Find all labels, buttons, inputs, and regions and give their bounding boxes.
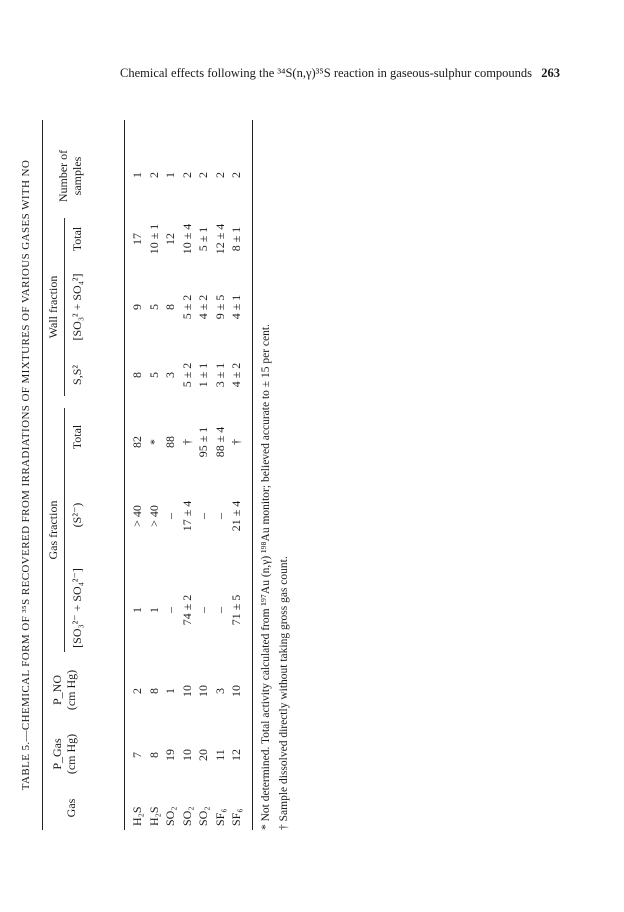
header-wall-s: S,S² <box>70 365 84 385</box>
table-cell-p-no: 10 <box>229 685 243 697</box>
table-cell-n: 1 <box>130 172 144 178</box>
table-cell-gas: SO₂ <box>196 806 210 826</box>
rotated-table <box>20 120 420 830</box>
table-cell-p-no: 8 <box>146 688 161 694</box>
table-cell-g-s: – <box>212 513 227 519</box>
table-cell-gas: H₂S <box>130 806 144 826</box>
table-cell-g-total: 95 ± 1 <box>196 426 210 458</box>
header-p-no <box>50 658 78 722</box>
table-cell-w-so: 5 ± 2 <box>179 294 194 320</box>
table-cell-n: 2 <box>179 172 194 178</box>
header-gas-total: Total <box>70 424 84 450</box>
table-cell-g-total: † <box>179 439 194 445</box>
table-cell-w-so: 9 ± 5 <box>212 294 227 320</box>
table-cell-g-so: 1 <box>130 607 144 613</box>
table-cell-n: 2 <box>196 172 210 178</box>
header-p-gas-unit: (cm Hg) <box>64 733 78 775</box>
table-cell-w-so: 8 <box>163 304 177 310</box>
table-cell-g-so: – <box>212 607 227 613</box>
table-cell-g-s: > 40 <box>130 505 144 527</box>
page-number: 263 <box>541 66 560 80</box>
footnote-not-determined: * Not determined. Total activity calculated from ¹⁹⁷Au (n,γ) ¹⁹⁸Au monitor; believed accurate to ± 15 per cent. <box>260 324 272 830</box>
table-cell-w-s: 5 ± 2 <box>179 362 194 388</box>
table-cell-p-no: 2 <box>130 688 144 694</box>
table-cell-g-total: 88 ± 4 <box>212 426 227 458</box>
table-cell-gas: SO₂ <box>179 806 194 826</box>
table-cell-gas: SF₆ <box>229 808 243 826</box>
header-wall-so: [SO₃² + SO₄²] <box>70 273 84 341</box>
footnote-dissolved: † Sample dissolved directly without taking gross gas count. <box>278 556 290 830</box>
header-gas: Gas <box>64 798 78 818</box>
table-cell-p-gas: 8 <box>146 752 161 758</box>
header-wall-fraction: Wall fraction <box>46 275 60 339</box>
table-cell-w-total: 17 <box>130 233 144 245</box>
table-cell-p-no: 10 <box>196 685 210 697</box>
table-cell-w-s: 4 ± 2 <box>229 362 243 388</box>
table-cell-g-total: 88 <box>163 436 177 448</box>
gas-fraction-rule <box>64 408 65 652</box>
table-cell-gas: SF₆ <box>212 808 227 826</box>
header-p-gas-label: P_Gas <box>50 738 64 770</box>
table-cell-n: 1 <box>163 172 177 178</box>
running-head <box>120 66 560 82</box>
table-cell-gas: H₂S <box>146 806 161 826</box>
table-cell-w-total: 10 ± 1 <box>146 223 161 255</box>
table-cell-g-so: 1 <box>146 607 161 613</box>
table-cell-g-so: 74 ± 2 <box>179 594 194 626</box>
table-cell-p-gas: 7 <box>130 752 144 758</box>
table-cell-w-total: 10 ± 4 <box>179 223 194 255</box>
table-cell-gas: SO₂ <box>163 806 177 826</box>
table-cell-g-s: 21 ± 4 <box>229 500 243 532</box>
table-cell-n: 2 <box>212 172 227 178</box>
table-cell-w-s: 1 ± 1 <box>196 362 210 388</box>
header-wall-total: Total <box>70 226 84 252</box>
table-cell-p-gas: 11 <box>212 749 227 761</box>
table-cell-w-s: 3 <box>163 372 177 378</box>
table-cell-w-so: 9 <box>130 304 144 310</box>
header-samples: Number of samples <box>56 149 84 203</box>
table-top-rule <box>42 120 43 830</box>
table-cell-p-gas: 10 <box>179 749 194 761</box>
table-cell-w-total: 12 <box>163 233 177 245</box>
table-cell-g-so: 71 ± 5 <box>229 594 243 626</box>
header-p-no-unit: (cm Hg) <box>64 669 78 711</box>
table-cell-p-no: 10 <box>179 685 194 697</box>
header-p-gas <box>50 722 78 786</box>
table-cell-p-no: 1 <box>163 688 177 694</box>
table-cell-p-gas: 19 <box>163 749 177 761</box>
table-cell-g-total: † <box>229 439 243 445</box>
header-gas-fraction: Gas fraction <box>46 500 60 560</box>
wall-fraction-rule <box>64 218 65 396</box>
table-cell-n: 2 <box>146 172 161 178</box>
header-bottom-rule <box>124 120 125 830</box>
table-cell-g-total: * <box>146 439 161 445</box>
header-gas-s: (S²⁻) <box>70 502 84 528</box>
table-cell-p-gas: 20 <box>196 749 210 761</box>
table-cell-w-s: 8 <box>130 372 144 378</box>
table-cell-g-s: – <box>163 513 177 519</box>
table-cell-w-so: 4 ± 1 <box>229 294 243 320</box>
table-cell-w-so: 4 ± 2 <box>196 294 210 320</box>
running-head-title: Chemical effects following the ³⁴S(n,γ)³⁵S reaction in gaseous-sulphur compounds <box>120 66 533 80</box>
table-cell-g-so: – <box>163 607 177 613</box>
table-caption: TABLE 5.—CHEMICAL FORM OF ³⁵S RECOVERED FROM IRRADIATIONS OF MIXTURES OF VARIOUS GASES WITH NO <box>20 159 32 791</box>
table-cell-p-no: 3 <box>212 688 227 694</box>
table-cell-w-total: 8 ± 1 <box>229 226 243 252</box>
table-bottom-rule <box>252 120 253 830</box>
table-cell-w-s: 3 ± 1 <box>212 362 227 388</box>
table-cell-g-s: 17 ± 4 <box>179 500 194 532</box>
table-cell-g-total: 82 <box>130 436 144 448</box>
table-cell-w-total: 5 ± 1 <box>196 226 210 252</box>
table-cell-n: 2 <box>229 172 243 178</box>
table-cell-g-s: > 40 <box>146 505 161 527</box>
table-cell-w-so: 5 <box>146 304 161 310</box>
table-cell-w-total: 12 ± 4 <box>212 223 227 255</box>
table-cell-w-s: 5 <box>146 372 161 378</box>
header-p-no-label: P_NO <box>50 675 64 706</box>
table-cell-g-s: – <box>196 513 210 519</box>
table-cell-g-so: – <box>196 607 210 613</box>
table-cell-p-gas: 12 <box>229 749 243 761</box>
header-gas-so: [SO₃²⁻ + SO₄²⁻] <box>70 568 84 648</box>
